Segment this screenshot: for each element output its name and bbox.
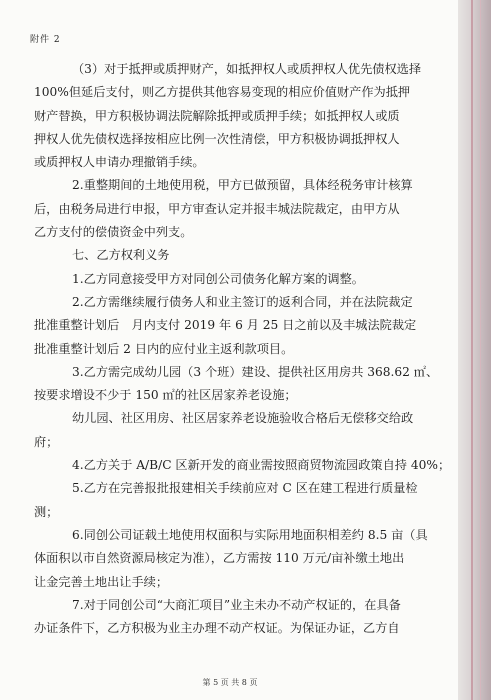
document-body [34,58,452,640]
text-line: 办证条件下，乙方积极为业主办理不动产权证。为保证办证，乙方自 [34,621,400,636]
page-binding-edge [458,0,491,700]
text-line: 2.重整期间的土地使用税，甲方已做预留，具体经税务审计核算 [72,178,413,193]
attachment-label: 附件 2 [30,35,61,45]
text-line: 或质押权人申请办理撤销手续。 [34,155,205,170]
binding-stripe-thin [480,0,481,700]
text-line: 幼儿园、社区用房、社区居家养老设施验收合格后无偿移交给政 [72,411,414,426]
text-line: （3）对于抵押或质押财产，如抵押权人或质押权人优先债权选择 [72,62,422,76]
page-footer: 第 5 页 共 8 页 [202,678,258,687]
text-line: 6.同创公司证载土地使用权面积与实际用地面积相差约 8.5 亩（具 [72,527,428,542]
text-line: 后，由税务局进行申报，甲方审查认定并报丰城法院裁定，由甲方从 [34,201,400,216]
text-line: 体面积以市自然资源局核定为准），乙方需按 110 万元/亩补缴土地出 [34,551,405,566]
text-line: 5.乙方在完善报批报建相关手续前应对 C 区在建工程进行质量检 [72,481,418,496]
text-line: 4.乙方关于 A/B/C 区新开发的商业需按照商贸物流园政策自持 40%； [72,458,451,473]
text-line: 府； [34,434,59,449]
text-line: 测； [34,504,59,519]
text-line: 押权人优先债权选择按相应比例一次性清偿，甲方积极协调抵押权人 [34,131,400,146]
binding-stripe [471,0,473,700]
text-line: 1.乙方同意接受甲方对同创公司债务化解方案的调整。 [72,271,364,286]
text-line: 批准重整计划后 2 日内的应付业主返利款项目。 [34,341,294,356]
text-line: 七、乙方权利义务 [72,248,170,263]
text-line: 7.对于同创公司“大商汇项目”业主未办不动产权证的，在具备 [72,597,401,612]
text-line: 100%但延后支付，则乙方提供其他容易变现的相应价值财产作为抵押 [34,85,411,100]
text-line: 按要求增设不少于 150 ㎡的社区居家养老设施； [34,388,297,403]
text-line: 让金完善土地出让手续； [34,574,169,589]
text-line: 批准重整计划后 月内支付 2019 年 6 月 25 日之前以及丰城法院裁定 [34,318,417,333]
text-line: 财产替换，甲方积极协调法院解除抵押或质押手续；如抵押权人或质 [34,108,400,123]
text-line: 2.乙方需继续履行债务人和业主签订的返利合同，并在法院裁定 [72,294,413,309]
text-line: 3.乙方需完成幼儿园（3 个班）建设、提供社区用房共 368.62 ㎡、 [72,364,439,379]
text-line: 乙方支付的偿债资金中列支。 [34,225,193,240]
